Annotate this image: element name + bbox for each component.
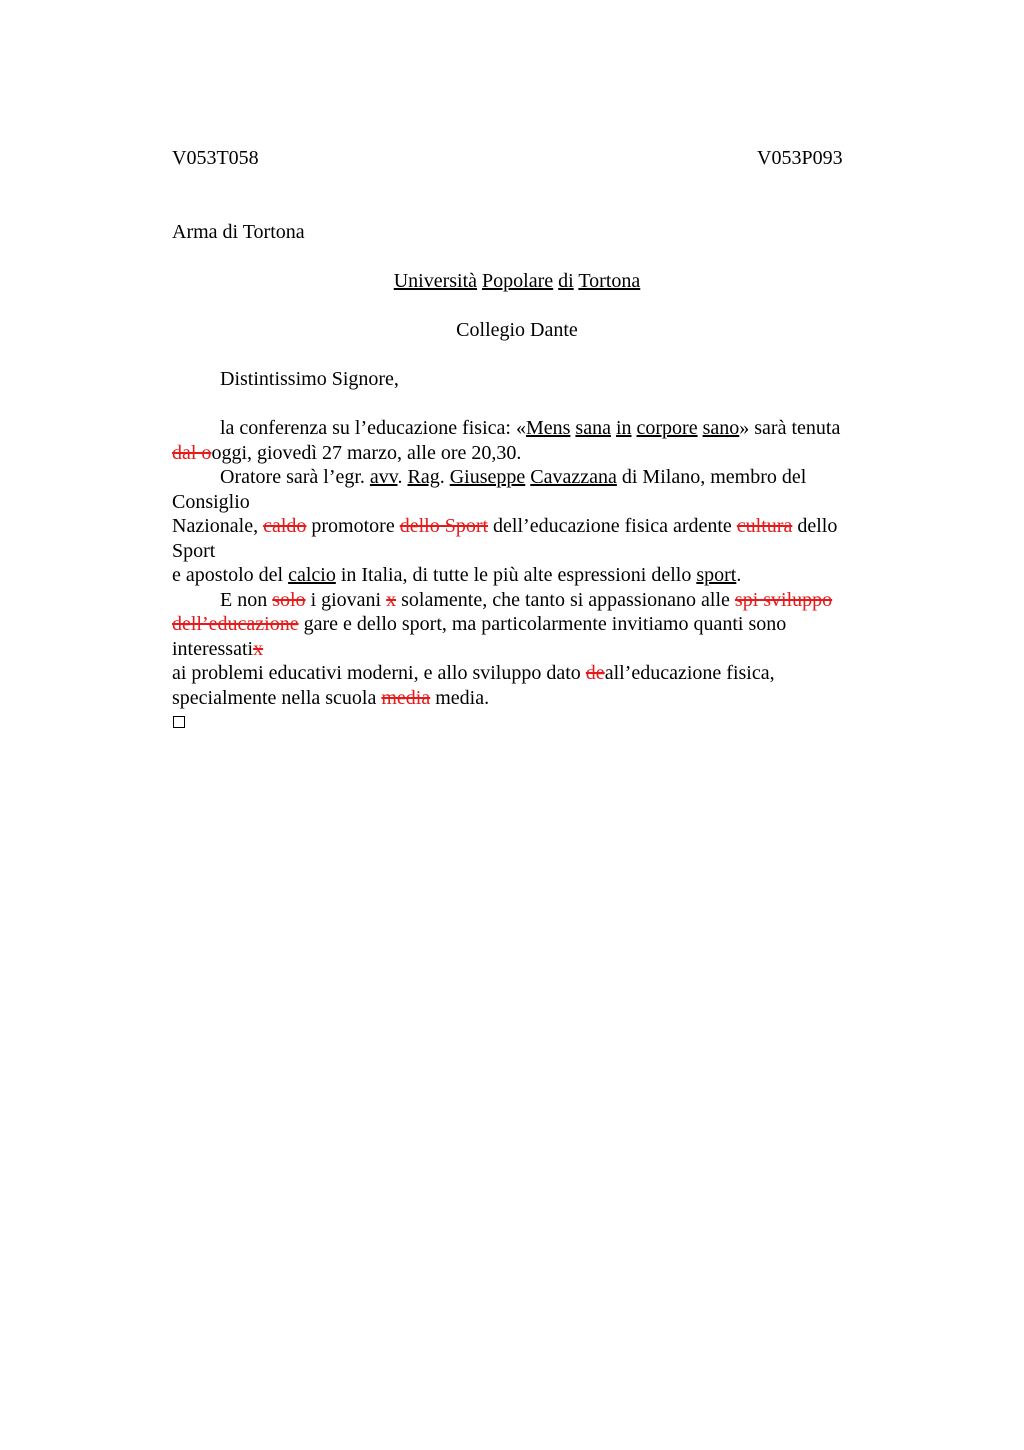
text-span: promotore bbox=[306, 515, 400, 537]
paragraph-line bbox=[172, 686, 862, 711]
text-span: specialmente nella scuola bbox=[172, 686, 382, 709]
institution-word: Popolare bbox=[482, 270, 554, 292]
text-span: E non bbox=[220, 588, 273, 611]
paragraph-line bbox=[172, 441, 862, 466]
motto-word: corpore bbox=[636, 417, 698, 439]
paragraph-line bbox=[172, 563, 862, 588]
underlined-word: Cavazzana bbox=[530, 466, 617, 488]
motto-word: sano bbox=[702, 417, 740, 439]
square-icon bbox=[173, 716, 185, 728]
text-span: Nazionale, bbox=[172, 515, 264, 537]
text-span: all’educazione fisica, bbox=[604, 662, 775, 684]
reference-code-left: V053T058 bbox=[172, 147, 259, 169]
text-span: e apostolo del bbox=[172, 564, 289, 586]
end-marker bbox=[172, 710, 862, 735]
deleted-text: dell’educazione bbox=[172, 613, 299, 635]
paragraph-line bbox=[172, 588, 862, 613]
motto-word: in bbox=[615, 417, 632, 439]
motto-word: sana bbox=[575, 417, 611, 439]
institution-word: di bbox=[558, 270, 574, 292]
underlined-word: avv bbox=[369, 466, 398, 488]
text-span: dello bbox=[792, 515, 838, 537]
underlined-word: calcio bbox=[288, 564, 336, 586]
deleted-text: solo bbox=[272, 588, 306, 611]
reference-code-right: V053P093 bbox=[757, 147, 843, 169]
deleted-text: media bbox=[381, 686, 431, 709]
underlined-word: Rag bbox=[407, 466, 440, 488]
sender-line: Arma di Tortona bbox=[172, 221, 305, 243]
text-span: gare e dello sport, ma particolarmente invitiamo quanti sono bbox=[298, 613, 787, 635]
text-span: media. bbox=[430, 686, 490, 709]
college-heading: Collegio Dante bbox=[456, 319, 578, 341]
text-span: in Italia, di tutte le più alte espressioni dello bbox=[335, 564, 697, 586]
paragraph-line bbox=[172, 465, 862, 490]
text-span: di Milano, membro del bbox=[616, 466, 807, 488]
text-span: . bbox=[736, 564, 742, 586]
deleted-text: x bbox=[386, 588, 397, 611]
paragraph-line bbox=[172, 416, 862, 441]
text-span: Oratore sarà l’egr. bbox=[220, 466, 370, 488]
deleted-text: caldo bbox=[263, 515, 307, 537]
paragraph-line: Sport bbox=[172, 539, 216, 562]
text-span: dell’educazione fisica ardente bbox=[488, 515, 737, 537]
paragraph-line bbox=[172, 612, 862, 637]
text-span: la conferenza su l’educazione fisica: « bbox=[220, 417, 526, 439]
deleted-text: dello Sport bbox=[399, 515, 489, 537]
deleted-text: cultura bbox=[736, 515, 793, 537]
paragraph-line bbox=[172, 637, 862, 662]
underlined-word: sport bbox=[696, 564, 737, 586]
paragraph-line bbox=[172, 661, 862, 686]
salutation: Distintissimo Signore, bbox=[220, 368, 399, 390]
text-span: . bbox=[397, 466, 408, 488]
text-span: . bbox=[439, 466, 450, 488]
text-span: oggi, giovedì 27 marzo, alle ore 20,30. bbox=[211, 441, 522, 464]
deleted-text: dal o bbox=[172, 441, 212, 464]
underlined-word: Giuseppe bbox=[449, 466, 526, 488]
motto-word: Mens bbox=[525, 417, 571, 439]
institution-word: Università bbox=[393, 270, 478, 292]
letter-body bbox=[172, 220, 862, 735]
institution-word: Tortona bbox=[578, 270, 641, 292]
institution-heading bbox=[172, 269, 862, 294]
paragraph-line bbox=[172, 514, 862, 539]
paragraph-line: Consiglio bbox=[172, 490, 250, 513]
text-span: i giovani bbox=[305, 588, 387, 611]
deleted-text: de bbox=[585, 662, 605, 684]
text-span: ai problemi educativi moderni, e allo sviluppo dato bbox=[172, 662, 586, 684]
deleted-text: x bbox=[253, 637, 264, 660]
deleted-text: spi sviluppo bbox=[734, 588, 833, 611]
text-span: interessati bbox=[172, 637, 254, 660]
text-span: » sarà tenuta bbox=[739, 417, 841, 439]
text-span: solamente, che tanto si appassionano alle bbox=[396, 588, 735, 611]
